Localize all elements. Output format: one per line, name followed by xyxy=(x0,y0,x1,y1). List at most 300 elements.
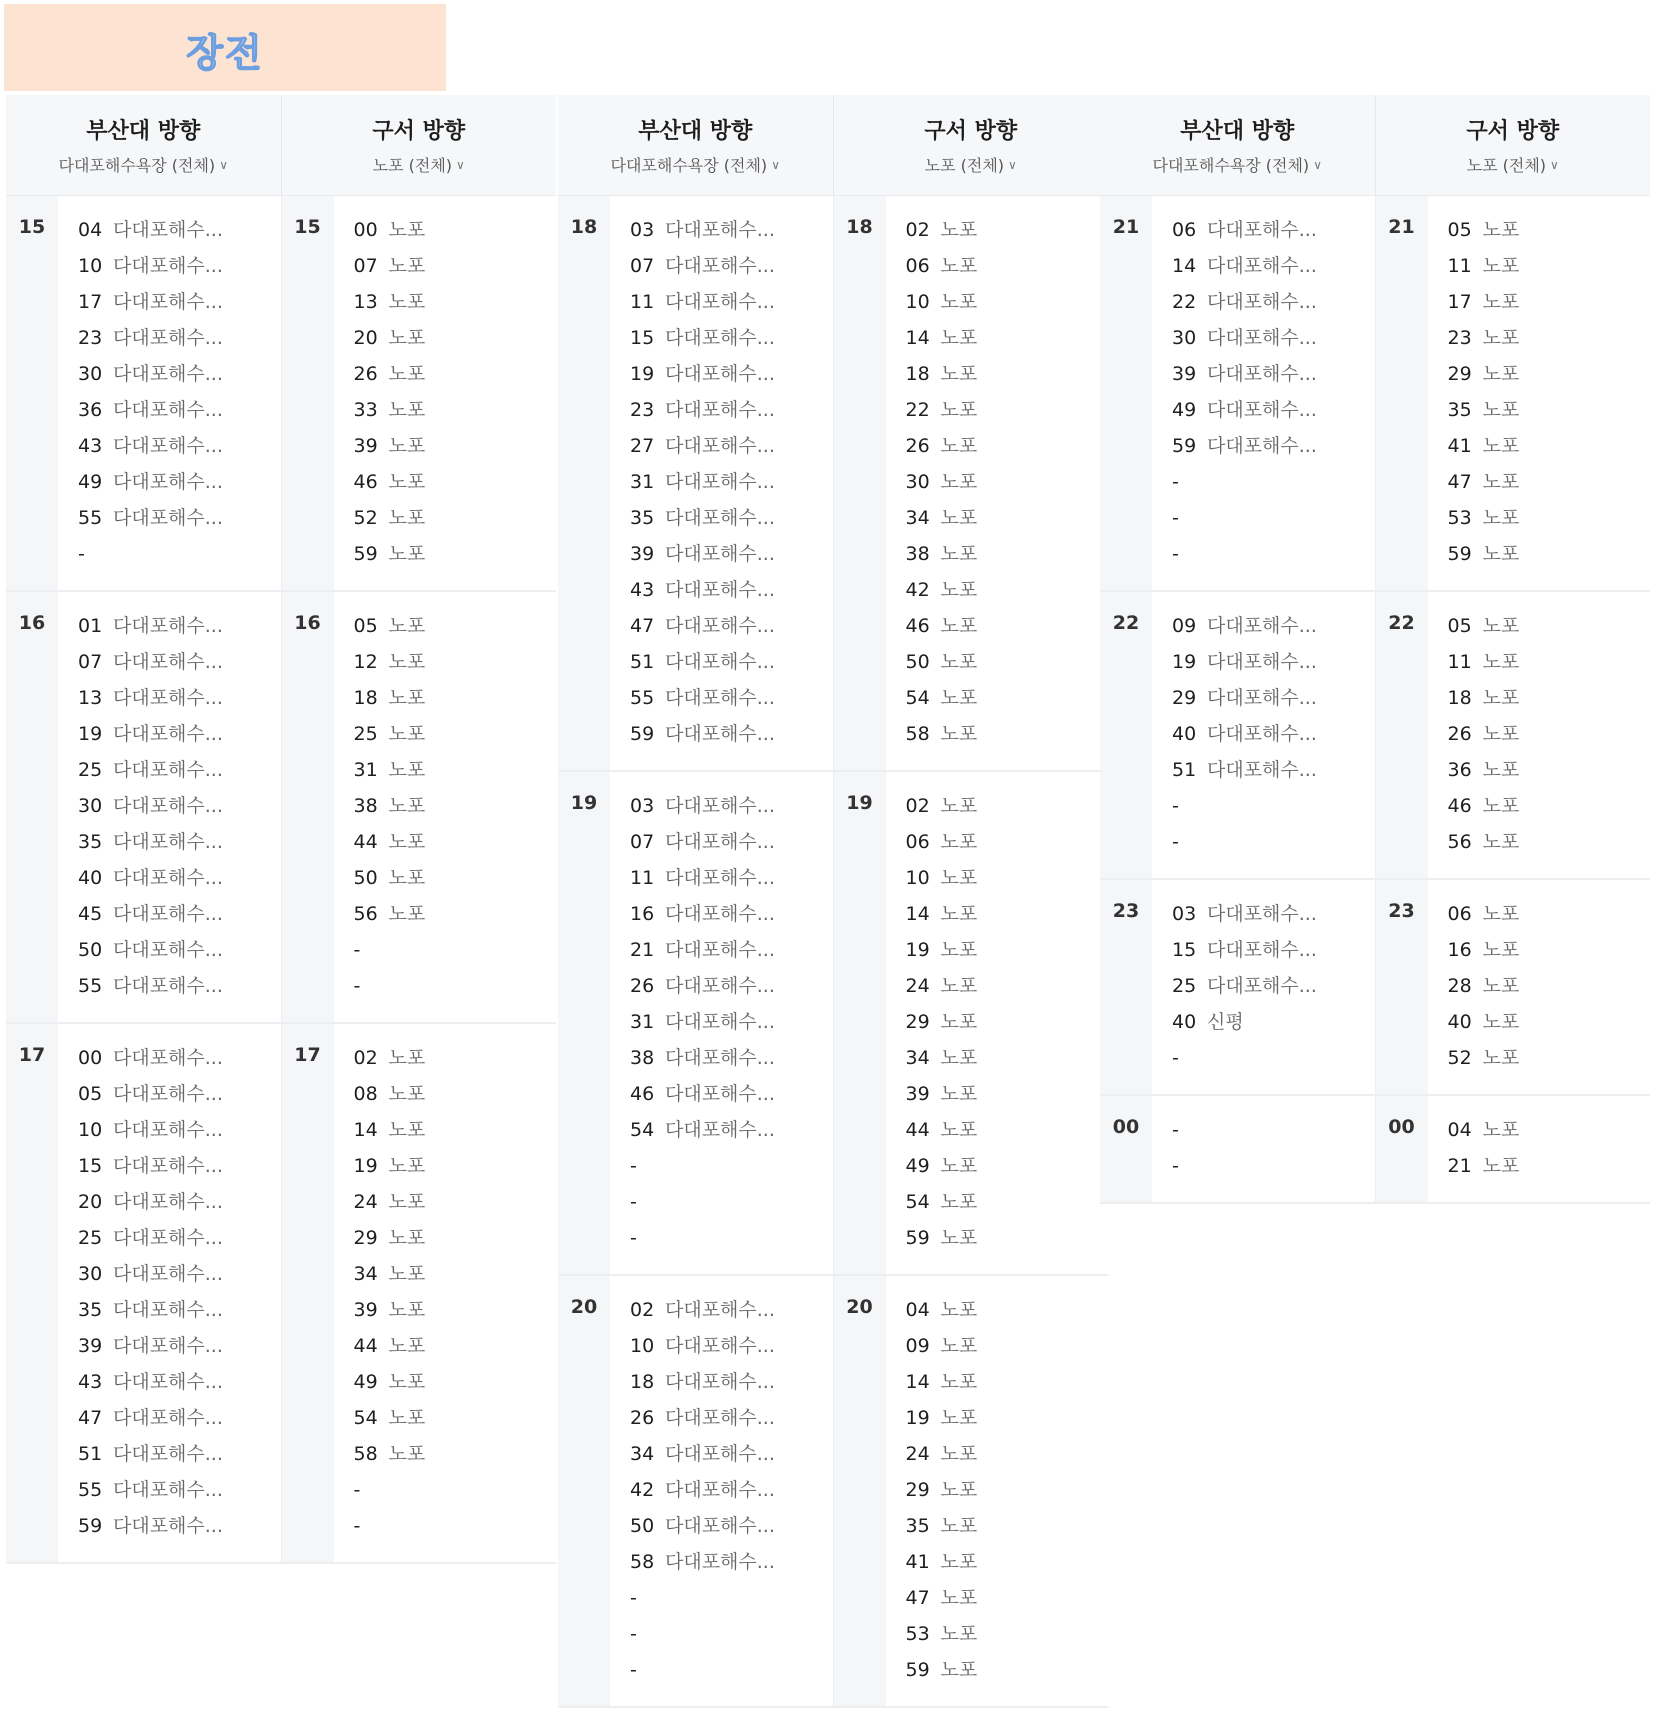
departure-entry xyxy=(354,320,557,356)
departure-entry xyxy=(906,1508,1109,1544)
departure-minute: 25 xyxy=(1172,975,1197,997)
departure-destination: 다대포해수... xyxy=(1207,939,1317,961)
hour-label: 16 xyxy=(282,592,334,1022)
departure-entry xyxy=(354,1256,557,1292)
departure-entry xyxy=(1172,968,1375,1004)
departure-entry xyxy=(1172,680,1375,716)
departure-minute: 19 xyxy=(905,939,930,961)
departure-destination: 노포 xyxy=(388,1335,426,1357)
departure-entry xyxy=(354,968,557,1004)
departure-destination: 다대포해수... xyxy=(665,615,775,637)
departure-destination: 다대포해수... xyxy=(665,1515,775,1537)
departure-entry xyxy=(354,1040,557,1076)
departure-entry xyxy=(906,572,1109,608)
departure-destination: 노포 xyxy=(1482,507,1520,529)
departure-entry xyxy=(630,1292,833,1328)
destination-filter-dropdown[interactable] xyxy=(373,153,465,176)
departure-minute: 39 xyxy=(353,435,378,457)
departure-entry xyxy=(906,1616,1109,1652)
departure-entry xyxy=(906,428,1109,464)
departure-entry xyxy=(354,860,557,896)
departure-entry xyxy=(1172,212,1375,248)
departure-minute: 05 xyxy=(78,1083,103,1105)
direction-name: 부산대 방향 xyxy=(86,119,201,144)
departure-minute: 56 xyxy=(1447,831,1472,853)
departure-entry xyxy=(1172,500,1375,536)
departure-entry xyxy=(354,1508,557,1544)
busan-times-column xyxy=(558,772,834,1274)
departure-entry xyxy=(630,212,833,248)
departure-minute: - xyxy=(1172,1119,1179,1141)
departure-minute: - xyxy=(1172,543,1179,565)
hour-label: 16 xyxy=(6,592,58,1022)
departure-list xyxy=(1152,880,1375,1094)
departure-entry xyxy=(630,1076,833,1112)
departure-destination: 다대포해수... xyxy=(665,903,775,925)
hour-block xyxy=(1100,196,1650,592)
departure-destination: 노포 xyxy=(940,435,978,457)
departure-entry xyxy=(906,320,1109,356)
departure-destination: 다대포해수... xyxy=(665,363,775,385)
departure-entry xyxy=(906,1220,1109,1256)
hour-label: 17 xyxy=(282,1024,334,1562)
station-title: 장전 xyxy=(186,31,264,75)
departure-destination: 다대포해수... xyxy=(665,543,775,565)
departure-entry xyxy=(1172,824,1375,860)
departure-destination: 노포 xyxy=(1482,975,1520,997)
departure-destination: 다대포해수... xyxy=(665,435,775,457)
departure-destination: 노포 xyxy=(388,1155,426,1177)
busan-direction-header[interactable] xyxy=(1100,95,1376,195)
departure-minute: 59 xyxy=(1172,435,1197,457)
guseo-direction-header[interactable] xyxy=(1376,95,1651,195)
departure-minute: 11 xyxy=(1447,255,1472,277)
departure-minute: 35 xyxy=(78,1299,103,1321)
departure-entry xyxy=(906,1148,1109,1184)
busan-direction-header[interactable] xyxy=(6,95,282,195)
departure-destination: 다대포해수... xyxy=(1207,399,1317,421)
departure-entry xyxy=(78,680,281,716)
departure-entry xyxy=(78,1076,281,1112)
departure-minute: 35 xyxy=(905,1515,930,1537)
departure-destination: 노포 xyxy=(940,939,978,961)
departure-destination: 다대포해수... xyxy=(1207,615,1317,637)
departure-destination: 노포 xyxy=(940,1047,978,1069)
departure-entry xyxy=(906,536,1109,572)
departure-minute: 25 xyxy=(78,1227,103,1249)
departure-destination: 노포 xyxy=(940,1551,978,1573)
departure-minute: 23 xyxy=(1447,327,1472,349)
departure-minute: 55 xyxy=(78,1479,103,1501)
departure-entry xyxy=(78,212,281,248)
destination-filter-dropdown[interactable] xyxy=(1467,153,1559,176)
departure-destination: 노포 xyxy=(1482,543,1520,565)
departure-destination: 노포 xyxy=(1482,435,1520,457)
departure-entry xyxy=(78,1220,281,1256)
departure-minute: 52 xyxy=(353,507,378,529)
departure-entry xyxy=(630,860,833,896)
busan-times-column xyxy=(558,196,834,770)
busan-direction-header[interactable] xyxy=(558,95,834,195)
departure-minute: 15 xyxy=(630,327,655,349)
departure-destination: 노포 xyxy=(388,1443,426,1465)
departure-entry xyxy=(906,1472,1109,1508)
departure-destination: 노포 xyxy=(940,1299,978,1321)
departure-destination: 노포 xyxy=(1482,903,1520,925)
departure-destination: 다대포해수... xyxy=(665,939,775,961)
departure-destination: 노포 xyxy=(1482,723,1520,745)
departure-entry xyxy=(78,788,281,824)
departure-destination: 다대포해수... xyxy=(665,507,775,529)
departure-destination: 노포 xyxy=(940,1083,978,1105)
departure-destination: 노포 xyxy=(388,435,426,457)
departure-minute: 38 xyxy=(630,1047,655,1069)
destination-filter-dropdown[interactable] xyxy=(925,153,1017,176)
departure-entry xyxy=(1172,608,1375,644)
departure-minute: 19 xyxy=(1172,651,1197,673)
departure-destination: 다대포해수... xyxy=(113,1047,223,1069)
departure-minute: - xyxy=(353,1479,361,1501)
departure-minute: 54 xyxy=(905,687,930,709)
departure-destination: 다대포해수... xyxy=(665,1335,775,1357)
departure-destination: 노포 xyxy=(388,831,426,853)
departure-minute: 35 xyxy=(78,831,103,853)
departure-destination: 다대포해수... xyxy=(113,435,223,457)
departure-destination: 다대포해수... xyxy=(665,687,775,709)
departure-minute: 07 xyxy=(630,831,655,853)
departure-entry xyxy=(906,824,1109,860)
departure-entry xyxy=(1172,464,1375,500)
hour-label: 15 xyxy=(282,196,334,590)
departure-minute: 55 xyxy=(78,507,103,529)
departure-entry xyxy=(906,1328,1109,1364)
departure-destination: 노포 xyxy=(940,1335,978,1357)
departure-entry xyxy=(1448,752,1651,788)
departure-minute: 40 xyxy=(1447,1011,1472,1033)
departure-list xyxy=(1428,592,1651,878)
departure-minute: 02 xyxy=(353,1047,378,1069)
departure-entry xyxy=(1448,1004,1651,1040)
departure-destination: 노포 xyxy=(1482,687,1520,709)
departure-minute: - xyxy=(630,1659,637,1681)
departure-entry xyxy=(630,1652,833,1688)
departure-destination: 노포 xyxy=(940,1191,978,1213)
departure-destination: 다대포해수... xyxy=(113,1299,223,1321)
departure-entry xyxy=(1172,428,1375,464)
chevron-down-icon: ∨ xyxy=(219,157,228,172)
departure-destination: 노포 xyxy=(1482,831,1520,853)
departure-minute: 14 xyxy=(353,1119,378,1141)
departure-minute: - xyxy=(1172,471,1179,493)
departure-destination: 다대포해수... xyxy=(665,651,775,673)
departure-entry xyxy=(906,1292,1109,1328)
departure-minute: 17 xyxy=(78,291,103,313)
departure-destination: 다대포해수... xyxy=(665,399,775,421)
departure-minute: 10 xyxy=(630,1335,655,1357)
departure-entry xyxy=(1172,1004,1375,1040)
departure-entry xyxy=(78,824,281,860)
departure-destination: 노포 xyxy=(388,255,426,277)
departure-entry xyxy=(1448,356,1651,392)
departure-list xyxy=(886,772,1109,1274)
departure-destination: 노포 xyxy=(388,1227,426,1249)
departure-entry xyxy=(906,1184,1109,1220)
departure-minute: 49 xyxy=(78,471,103,493)
departure-entry xyxy=(630,1472,833,1508)
departure-entry xyxy=(906,1580,1109,1616)
hour-label: 19 xyxy=(558,772,610,1274)
departure-minute: 55 xyxy=(78,975,103,997)
departure-entry xyxy=(354,1292,557,1328)
departure-minute: 05 xyxy=(353,615,378,637)
departure-minute: 39 xyxy=(353,1299,378,1321)
departure-list xyxy=(1152,592,1375,878)
destination-filter-label: 노포 (전체) xyxy=(372,156,453,175)
departure-destination: 노포 xyxy=(940,723,978,745)
departure-entry xyxy=(354,392,557,428)
departure-minute: 38 xyxy=(353,795,378,817)
guseo-times-column xyxy=(834,196,1109,770)
departure-minute: 29 xyxy=(905,1479,930,1501)
departure-entry xyxy=(1172,644,1375,680)
departure-destination: 노포 xyxy=(388,327,426,349)
departure-destination: 노포 xyxy=(388,759,426,781)
departure-minute: 26 xyxy=(905,435,930,457)
departure-entry xyxy=(630,1616,833,1652)
departure-minute: 02 xyxy=(630,1299,655,1321)
departure-entry xyxy=(354,788,557,824)
departure-entry xyxy=(1448,644,1651,680)
destination-filter-label: 노포 (전체) xyxy=(924,156,1005,175)
departure-destination: 노포 xyxy=(940,1659,978,1681)
departure-destination: 노포 xyxy=(388,1047,426,1069)
departure-entry xyxy=(630,1508,833,1544)
departure-entry xyxy=(78,860,281,896)
departure-entry xyxy=(906,212,1109,248)
departure-minute: 40 xyxy=(1172,1011,1197,1033)
departure-list xyxy=(334,196,557,590)
departure-destination: 다대포해수... xyxy=(665,1119,775,1141)
departure-destination: 다대포해수... xyxy=(113,327,223,349)
departure-minute: 00 xyxy=(353,219,378,241)
destination-filter-dropdown[interactable] xyxy=(1153,153,1322,176)
departure-entry xyxy=(354,644,557,680)
departure-destination: 노포 xyxy=(388,651,426,673)
departure-entry xyxy=(630,1544,833,1580)
departure-destination: 다대포해수... xyxy=(665,1011,775,1033)
departure-minute: 12 xyxy=(353,651,378,673)
departure-minute: - xyxy=(353,975,361,997)
busan-times-column xyxy=(6,592,282,1022)
destination-filter-dropdown[interactable] xyxy=(611,153,780,176)
departure-list xyxy=(610,196,833,770)
departure-destination: 다대포해수... xyxy=(113,1083,223,1105)
departure-minute: 44 xyxy=(353,831,378,853)
departure-minute: 53 xyxy=(1447,507,1472,529)
departure-destination: 노포 xyxy=(940,507,978,529)
departure-entry xyxy=(630,428,833,464)
departure-entry xyxy=(354,1400,557,1436)
departure-minute: 04 xyxy=(78,219,103,241)
departure-entry xyxy=(906,932,1109,968)
departure-entry xyxy=(630,284,833,320)
departure-minute: 22 xyxy=(905,399,930,421)
departure-destination: 노포 xyxy=(940,327,978,349)
departure-entry xyxy=(1172,788,1375,824)
departure-destination: 노포 xyxy=(940,1587,978,1609)
departure-destination: 노포 xyxy=(940,903,978,925)
departure-entry xyxy=(630,572,833,608)
departure-minute: 04 xyxy=(905,1299,930,1321)
departure-destination: 노포 xyxy=(388,795,426,817)
hour-label: 00 xyxy=(1100,1096,1152,1202)
departure-minute: 45 xyxy=(78,903,103,925)
hour-label: 17 xyxy=(6,1024,58,1562)
departure-entry xyxy=(78,1148,281,1184)
departure-minute: 30 xyxy=(78,1263,103,1285)
departure-entry xyxy=(1172,248,1375,284)
departure-minute: - xyxy=(630,1587,637,1609)
departure-entry xyxy=(1172,356,1375,392)
departure-entry xyxy=(1172,1112,1375,1148)
departure-destination: 다대포해수... xyxy=(665,471,775,493)
departure-minute: 27 xyxy=(630,435,655,457)
departure-entry xyxy=(906,1544,1109,1580)
departure-minute: 19 xyxy=(78,723,103,745)
departure-entry xyxy=(906,464,1109,500)
departure-minute: 07 xyxy=(630,255,655,277)
departure-destination: 노포 xyxy=(388,867,426,889)
departure-minute: 11 xyxy=(1447,651,1472,673)
departure-entry xyxy=(630,824,833,860)
departure-destination: 노포 xyxy=(940,399,978,421)
departure-entry xyxy=(78,464,281,500)
panel-header xyxy=(1100,95,1650,196)
departure-destination: 다대포해수... xyxy=(665,1371,775,1393)
departure-minute: 31 xyxy=(630,471,655,493)
guseo-direction-header[interactable] xyxy=(834,95,1109,195)
departure-minute: 41 xyxy=(905,1551,930,1573)
departure-minute: 56 xyxy=(353,903,378,925)
departure-destination: 다대포해수... xyxy=(113,1407,223,1429)
departure-entry xyxy=(1448,896,1651,932)
departure-destination: 다대포해수... xyxy=(665,291,775,313)
departure-minute: 59 xyxy=(905,1227,930,1249)
departure-list xyxy=(610,1276,833,1706)
departure-entry xyxy=(630,896,833,932)
hour-block xyxy=(1100,1096,1650,1204)
departure-entry xyxy=(78,1472,281,1508)
departure-destination: 노포 xyxy=(388,471,426,493)
departure-entry xyxy=(630,320,833,356)
departure-entry xyxy=(630,1148,833,1184)
departure-minute: 47 xyxy=(78,1407,103,1429)
guseo-times-column xyxy=(282,1024,557,1562)
departure-minute: 38 xyxy=(905,543,930,565)
departure-destination: 다대포해수... xyxy=(113,795,223,817)
departure-entry xyxy=(354,356,557,392)
departure-destination: 다대포해수... xyxy=(113,1371,223,1393)
departure-destination: 노포 xyxy=(940,615,978,637)
departure-list xyxy=(334,592,557,1022)
departure-entry xyxy=(354,1112,557,1148)
departure-list xyxy=(886,196,1109,770)
departure-entry xyxy=(630,608,833,644)
direction-name: 구서 방향 xyxy=(1466,119,1560,144)
departure-entry xyxy=(78,1400,281,1436)
departure-entry xyxy=(1448,464,1651,500)
departure-destination: 노포 xyxy=(1482,363,1520,385)
departure-minute: 22 xyxy=(1172,291,1197,313)
departure-minute: 01 xyxy=(78,615,103,637)
departure-minute: 03 xyxy=(630,795,655,817)
departure-entry xyxy=(630,680,833,716)
departure-entry xyxy=(78,1364,281,1400)
departure-destination: 다대포해수... xyxy=(665,795,775,817)
departure-minute: 54 xyxy=(630,1119,655,1141)
departure-minute: 11 xyxy=(630,291,655,313)
departure-entry xyxy=(1448,824,1651,860)
departure-destination: 다대포해수... xyxy=(1207,291,1317,313)
departure-entry xyxy=(906,644,1109,680)
departure-minute: - xyxy=(1172,507,1179,529)
guseo-direction-header[interactable] xyxy=(282,95,557,195)
hour-block xyxy=(1100,880,1650,1096)
hour-label: 00 xyxy=(1376,1096,1428,1202)
departure-entry xyxy=(630,1184,833,1220)
hour-label: 21 xyxy=(1100,196,1152,590)
departure-entry xyxy=(1172,392,1375,428)
departure-destination: 노포 xyxy=(940,1119,978,1141)
departure-destination: 다대포해수... xyxy=(665,1551,775,1573)
departure-entry xyxy=(78,500,281,536)
departure-destination: 다대포해수... xyxy=(113,219,223,241)
departure-minute: 39 xyxy=(1172,363,1197,385)
departure-minute: 30 xyxy=(1172,327,1197,349)
destination-filter-dropdown[interactable] xyxy=(59,153,228,176)
departure-entry xyxy=(906,1652,1109,1688)
departure-minute: 35 xyxy=(1447,399,1472,421)
departure-minute: 51 xyxy=(78,1443,103,1465)
hour-label: 18 xyxy=(834,196,886,770)
departure-minute: 21 xyxy=(1447,1155,1472,1177)
departure-destination: 노포 xyxy=(940,255,978,277)
departure-minute: - xyxy=(1172,1155,1179,1177)
timetable-panel-2 xyxy=(558,95,1108,1708)
departure-minute: 36 xyxy=(1447,759,1472,781)
departure-minute: 08 xyxy=(353,1083,378,1105)
departure-entry xyxy=(1448,392,1651,428)
departure-minute: - xyxy=(353,939,361,961)
departure-destination: 다대포해수... xyxy=(665,1443,775,1465)
departure-minute: 35 xyxy=(630,507,655,529)
departure-minute: 59 xyxy=(1447,543,1472,565)
departure-entry xyxy=(78,1040,281,1076)
departure-entry xyxy=(1448,1040,1651,1076)
departure-destination: 다대포해수... xyxy=(113,651,223,673)
departure-minute: 58 xyxy=(630,1551,655,1573)
departure-entry xyxy=(78,1292,281,1328)
departure-minute: 58 xyxy=(353,1443,378,1465)
departure-list xyxy=(610,772,833,1274)
departure-entry xyxy=(630,464,833,500)
departure-minute: 46 xyxy=(630,1083,655,1105)
departure-destination: 노포 xyxy=(388,507,426,529)
departure-minute: 23 xyxy=(630,399,655,421)
departure-entry xyxy=(78,1508,281,1544)
departure-minute: 13 xyxy=(78,687,103,709)
departure-entry xyxy=(78,752,281,788)
